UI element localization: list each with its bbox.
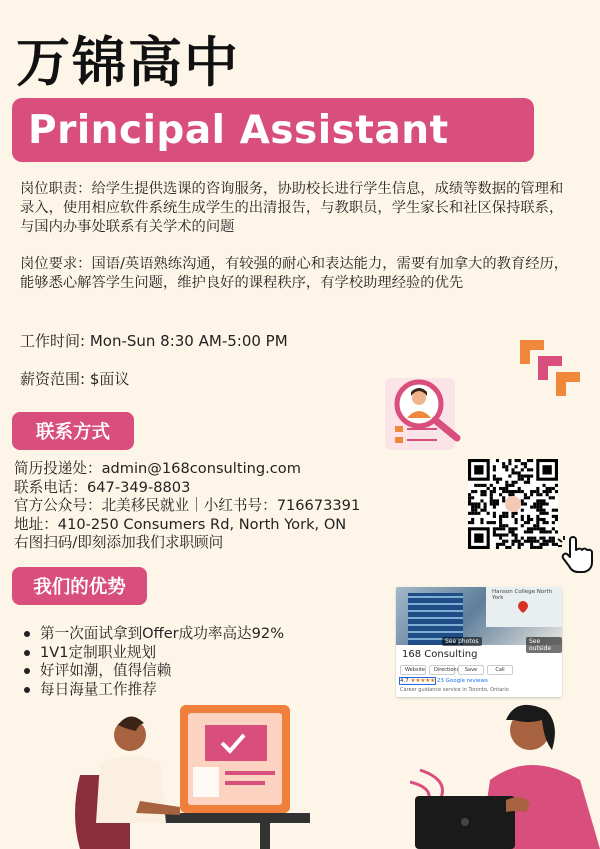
hand-tap-icon bbox=[556, 534, 596, 576]
see-photos-button[interactable]: See photos bbox=[442, 637, 482, 646]
directions-button[interactable]: Directions bbox=[429, 665, 455, 675]
contact-info bbox=[14, 460, 454, 553]
list-item: 每日海量工作推荐 bbox=[24, 681, 284, 700]
work-time: 工作时间: Mon-Sun 8:30 AM-5:00 PM bbox=[20, 332, 288, 350]
contact-scan-hint: 右图扫码/即刻添加我们求职顾问 bbox=[14, 534, 224, 551]
qr-code[interactable] bbox=[468, 459, 558, 549]
woman-with-laptop-illustration bbox=[410, 700, 600, 849]
list-item: 好评如潮，值得信赖 bbox=[24, 662, 284, 681]
website-button[interactable]: Website bbox=[400, 665, 426, 675]
job-requirements: 岗位要求：国语/英语熟练沟通，有较强的耐心和表达能力，需要有加拿大的教育经历，能够悉心解答学生问题，维护良好的课程秩序，有学校助理经验的优先 bbox=[20, 256, 569, 291]
save-button[interactable]: Save bbox=[458, 665, 484, 675]
map-place-name: Hanson College North York bbox=[492, 589, 553, 601]
position-title: Principal Assistant bbox=[28, 107, 449, 153]
contact-social: 官方公众号：北美移民就业｜小红书号：716673391 bbox=[14, 497, 361, 514]
list-item: 1V1定制职业规划 bbox=[24, 644, 284, 663]
map-business-card[interactable] bbox=[396, 587, 562, 697]
business-description: Career guidance service in Toronto, Ontario bbox=[400, 687, 509, 693]
see-outside-button[interactable]: See outside bbox=[526, 637, 562, 653]
call-button[interactable]: Call bbox=[487, 665, 513, 675]
contact-phone: 联系电话：647-349-8803 bbox=[14, 478, 191, 496]
business-name: 168 Consulting bbox=[402, 649, 478, 660]
advantages-heading: 我们的优势 bbox=[12, 567, 147, 605]
rating-stars: ★★★★★ bbox=[410, 678, 436, 684]
advantages-list bbox=[24, 625, 284, 699]
page-title: 万锦高中 bbox=[16, 31, 240, 94]
reviews-link[interactable]: 23 Google reviews bbox=[436, 678, 488, 684]
action-buttons bbox=[400, 665, 513, 675]
rating-value: 4.7 bbox=[400, 678, 409, 684]
magnifier-candidate-icon bbox=[383, 374, 473, 454]
man-at-computer-illustration bbox=[60, 705, 310, 849]
decorative-shapes-icon bbox=[514, 336, 586, 400]
list-item: 第一次面试拿到Offer成功率高达92% bbox=[24, 625, 284, 644]
rating[interactable] bbox=[400, 678, 488, 684]
job-duties: 岗位职责：给学生提供选课的咨询服务，协助校长进行学生信息，成绩等数据的管理和录入，使用相应软件系统生成学生的出清报告，与教职员，学生家长和社区保持联系，与国内办事处联系有关学术的问题 bbox=[20, 181, 564, 235]
salary: 薪资范围: $面议 bbox=[20, 370, 130, 388]
contact-address: 地址：410-250 Consumers Rd, North York, ON bbox=[14, 515, 347, 533]
map-pin-icon bbox=[518, 601, 528, 613]
contact-heading: 联系方式 bbox=[12, 412, 134, 450]
position-banner bbox=[12, 98, 534, 162]
contact-email: 简历投递处：admin@168consulting.com bbox=[14, 460, 301, 477]
